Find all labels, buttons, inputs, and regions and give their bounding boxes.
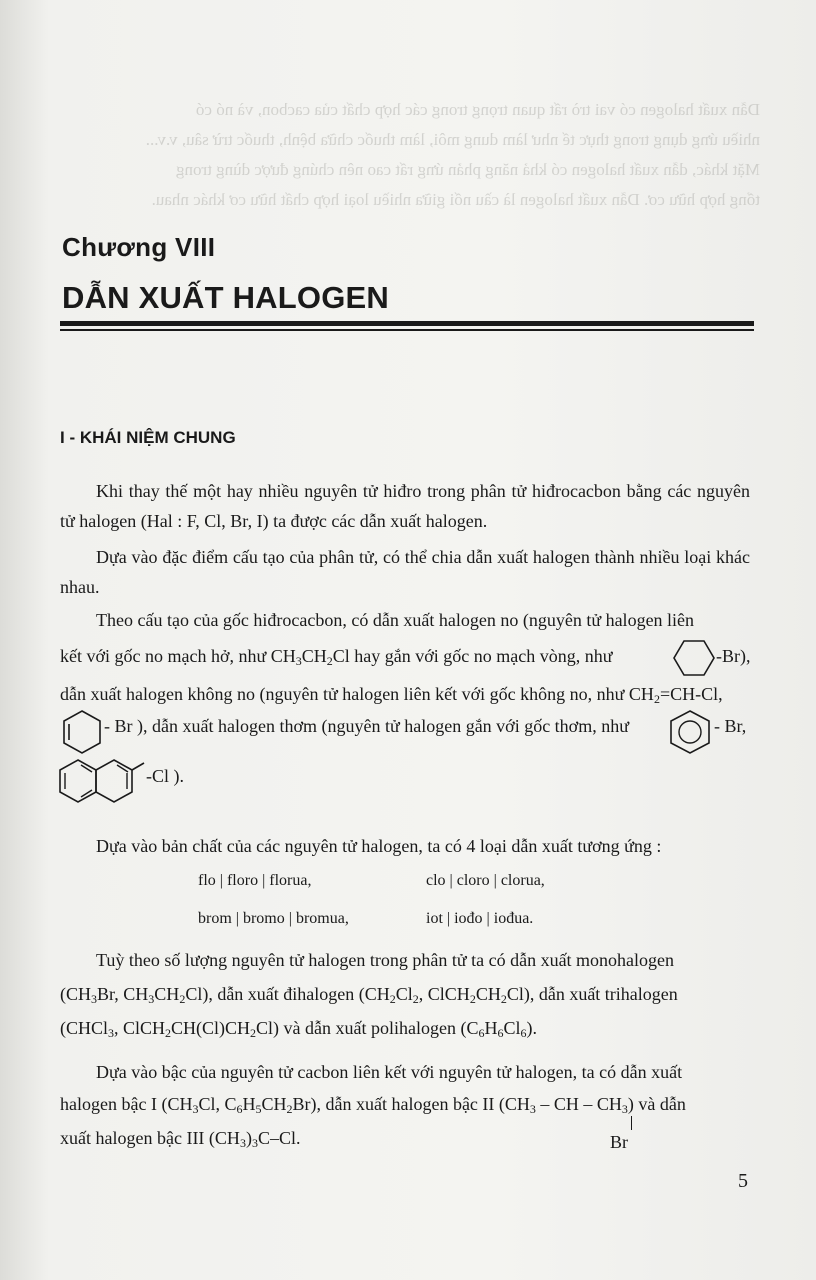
bleed-through-text: tổng hợp hữu cơ. Dẫn xuất halogen là cầu nối giữa nhiều loại hợp chất hữu cơ khác nhau. xyxy=(151,190,760,209)
paragraph-degree-line: Dựa vào bậc của nguyên tử cacbon liên kết với nguyên tử halogen, ta có dẫn xuất xyxy=(96,1062,683,1082)
paragraph-definition: Khi thay thế một hay nhiều nguyên tử hiđro trong phân tử hiđrocacbon bằng các nguyên tử halogen (Hal : F, Cl, Br, I) ta được các dẫn xuất halogen. xyxy=(60,481,750,531)
bleed-through-text: Mặt khác, dẫn xuất halogen có khả năng phản ứng rất cao nên chúng được dùng trong xyxy=(176,160,760,179)
paragraph-structure-line: kết với gốc no mạch hở, như $CH_3CH_2Cl$ hay gắn với gốc no mạch vòng, như xyxy=(60,646,613,668)
naphthalene-ring-icon xyxy=(56,756,146,806)
bromine-substituent: Br xyxy=(610,1132,628,1152)
page-number: 5 xyxy=(738,1170,748,1192)
cyclohexene-ring-icon xyxy=(60,708,104,756)
title-rule-thick xyxy=(60,321,754,326)
halogen-type-chlorine: clo | cloro | clorua, xyxy=(426,872,545,889)
cyclohexane-ring-icon xyxy=(670,638,718,678)
bleed-through-text: Dẫn xuất halogen có vai trò rất quan trọng trong các hợp chất của cacbon, và nó có xyxy=(195,100,760,119)
paragraph-degree-line: halogen bậc I ($CH_3Cl$, $C_6H_5CH_2Br$), dẫn xuất halogen bậc II ($CH_3$ – CH – $CH_3$) và dẫn xyxy=(60,1094,686,1116)
bond-line xyxy=(631,1116,632,1130)
paragraph-halogen-nature: Dựa vào bản chất của các nguyên tử halogen, ta có 4 loại dẫn xuất tương ứng : xyxy=(96,836,662,856)
title-rule-thin xyxy=(60,329,754,331)
paragraph-count-line: ($CH_3Br$, $CH_3CH_2Cl$), dẫn xuất đihalogen ($CH_2Cl_2$, $ClCH_2CH_2Cl$), dẫn xuất trihalogen xyxy=(60,984,678,1006)
paragraph-structure-line: Theo cấu tạo của gốc hiđrocacbon, có dẫn xuất halogen no (nguyên tử halogen liên xyxy=(96,610,695,630)
section-heading: I - KHÁI NIỆM CHUNG xyxy=(60,428,236,447)
formula-suffix: -Br), xyxy=(716,646,751,666)
formula-suffix: -Cl ). xyxy=(146,766,184,786)
paragraph-structure-line: dẫn xuất halogen không no (nguyên tử halogen liên kết với gốc không no, như $CH_2=CH-Cl$, xyxy=(60,684,723,706)
paragraph-count-line: Tuỳ theo số lượng nguyên tử halogen trong phân tử ta có dẫn xuất monohalogen xyxy=(96,950,675,970)
bleed-through-text: nhiều ứng dụng trong thực tế như làm dung môi, làm thuốc chữa bệnh, thuốc trừ sâu, v.v... xyxy=(145,130,760,149)
paragraph-classification: Dựa vào đặc điểm cấu tạo của phân tử, có thể chia dẫn xuất halogen thành nhiều loại khác nhau. xyxy=(60,547,750,597)
chapter-number: Chương VIII xyxy=(62,232,216,262)
chapter-title: DẪN XUẤT HALOGEN xyxy=(62,280,389,315)
halogen-type-bromine: brom | bromo | bromua, xyxy=(198,910,349,927)
halogen-type-iodine: iot | iođo | iođua. xyxy=(426,910,534,927)
paragraph-structure-line: - Br ), dẫn xuất halogen thơm (nguyên tử halogen gắn với gốc thơm, như xyxy=(104,716,629,736)
benzene-ring-icon xyxy=(666,708,714,756)
paragraph-degree-line: xuất halogen bậc III $(CH_3)_3C-Cl$. xyxy=(60,1128,301,1150)
paragraph-count-line: (CHCl$_3$, $ClCH_2CH(Cl)CH_2Cl$) và dẫn xuất polihalogen $(C_6H_6Cl_6)$. xyxy=(60,1018,538,1040)
formula-suffix: - Br, xyxy=(714,716,747,736)
halogen-type-fluorine: flo | floro | florua, xyxy=(198,872,312,889)
